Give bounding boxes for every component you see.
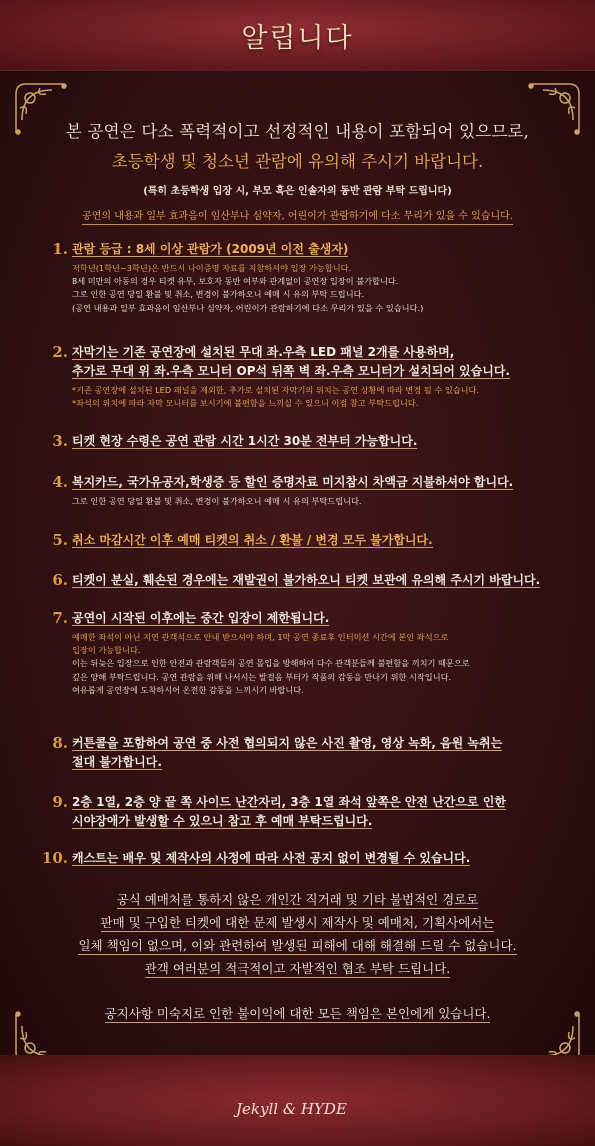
item-details: 그로 인한 공연 당일 환불 및 취소, 변경이 불가하오니 예매 시 유의 부탁드립니다.	[72, 496, 362, 506]
item-heading: 커튼콜을 포함하여 공연 중 사전 협의되지 않은 사진 촬영, 영상 녹화, 음원 녹취는 절대 불가합니다.	[72, 736, 503, 769]
item-number: 5.	[52, 531, 68, 549]
item-number: 6.	[52, 571, 68, 589]
item-number: 10.	[41, 849, 68, 867]
item-heading: 취소 마감시간 이후 예매 티켓의 취소 / 환불 / 변경 모두 불가합니다.	[72, 533, 433, 547]
intro-line-highlight: 초등학생 및 청소년 관람에 유의해 주시기 바랍니다.	[111, 152, 484, 171]
item-heading: 복지카드, 국가유공자,학생증 등 할인 증명자료 미지참시 차액금 지불하셔야 합니다.	[72, 475, 514, 489]
closing-block	[0, 888, 595, 980]
item-heading: 자막기는 기존 공연장에 설치된 무대 좌.우측 LED 패널 2개를 사용하며, 추가로 무대 위 좌.우측 모니터 OP석 뒤쪽 벽 좌.우측 모니터가 설치되어 있습니다.	[72, 345, 510, 378]
jekyll-hyde-logo	[230, 1086, 370, 1126]
intro-line: 본 공연은 다소 폭력적이고 선정적인 내용이 포함되어 있으므로,	[65, 122, 530, 141]
item-heading: 캐스트는 배우 및 제작사의 사정에 따라 사전 공지 없이 변경될 수 있습니다.	[72, 851, 471, 865]
closing-line: 관객 여러분의 적극적이고 자발적인 협조 부탁 드립니다.	[144, 961, 451, 976]
item-number: 4.	[52, 473, 68, 491]
item-details: 예매한 좌석이 아닌 지연 관객석으로 안내 받으셔야 하며, 1막 공연 종료후 인터미션 시간에 본인 좌석으로 입장이 가능합니다. 이는 뒤늦은 입장으로 인한 안전과 관람객들의 공연 몰입을 방해하여 다수 관객분들께 불편함을 끼치기 때문으로 깊은 양해 부탁드립니다. 공연 관람을 위해 나서시는 발걸음 부터가 작품의 감동을 만나기 위한 시작입니다. 여유롭게 공연장에 도착하시어 온전한 감동을 느끼시기 바랍니다.	[72, 632, 470, 695]
item-number: 2.	[52, 343, 68, 361]
page-title: 알립니다	[241, 22, 354, 54]
item-number: 8.	[52, 734, 68, 752]
intro-block	[0, 118, 595, 225]
closing-line: 공식 예매처를 통하지 않은 개인간 직거래 및 기타 불법적인 경로로	[116, 892, 479, 907]
item-number: 3.	[52, 432, 68, 450]
closing-line: 판매 및 구입한 티켓에 대한 문제 발생시 제작사 및 예매처, 기획사에서는	[100, 915, 495, 930]
item-heading: 2층 1열, 2층 양 끝 쪽 사이드 난간자리, 3층 1열 좌석 앞쪽은 안전 난간으로 인한 시야장애가 발생할 수 있으니 참고 후 예매 부탁드립니다.	[72, 795, 506, 828]
item-heading: 공연이 시작된 이후에는 중간 입장이 제한됩니다.	[72, 611, 330, 625]
item-number: 7.	[52, 609, 68, 627]
item-details: *기존 공연장에 설치된 LED 패널을 제외한, 추가로 설치된 자막기의 위치는 공연 상황에 따라 변경 될 수 있습니다. *좌석의 위치에 따라 자막 모니터를 보시기에 불편함을 느끼실 수 있으니 이점 참고 부탁드립니다.	[72, 385, 480, 409]
item-number: 9.	[52, 793, 68, 811]
item-heading: 티켓 현장 수령은 공연 관람 시간 1시간 30분 전부터 가능합니다.	[72, 434, 418, 448]
item-details: 저학년(1학년~3학년)은 반드시 나이증명 자료를 지참하셔야 입장 가능합니다. 8세 미만의 아동의 경우 티켓 유무, 보호자 동반 여부와 관계없이 공연장 입장이 불가합니다. 그로 인한 공연 당일 환불 및 취소, 변경이 불가하오니 예매 시 유의 부탁 드립니다. (공연 내용과 일부 효과음이 임산부나 심약자, 어린이가 관람하기에 다소 무리가 있을 수 있습니다.)	[72, 263, 424, 313]
svg-text:Jekyll & HYDE: Jekyll & HYDE	[236, 1100, 347, 1118]
item-heading: 관람 등급 : 8세 이상 관람가 (2009년 이전 출생자)	[72, 242, 349, 256]
header-banner	[0, 0, 595, 70]
item-heading: 티켓이 분실, 훼손된 경우에는 재발권이 불가하오니 티켓 보관에 유의해 주시기 바랍니다.	[72, 573, 541, 587]
intro-note: (특히 초등학생 입장 시, 부모 혹은 인솔자의 동반 관람 부탁 드립니다)	[143, 186, 452, 197]
item-number: 1.	[52, 240, 68, 258]
closing-line: 일체 책임이 없으며, 이와 관련하여 발생된 피해에 대해 해결해 드릴 수 없습니다.	[78, 938, 517, 953]
final-notice: 공지사항 미숙지로 인한 불이익에 대한 모든 책임은 본인에게 있습니다.	[104, 1006, 491, 1021]
intro-warning: 공연의 내용과 일부 효과음이 임산부나 심약자, 어린이가 관람하기에 다소 무리가 있을 수 있습니다.	[82, 207, 513, 225]
